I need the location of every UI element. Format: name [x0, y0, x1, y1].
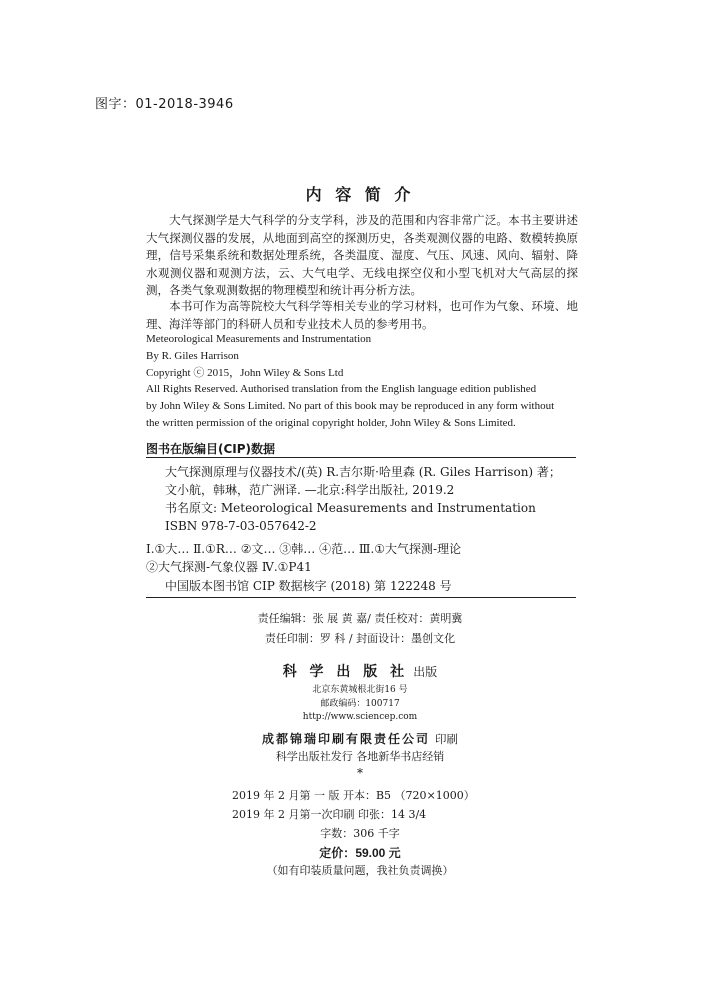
printer-suffix: 印刷 — [435, 732, 459, 746]
summary-title: 内 容 简 介 — [305, 185, 415, 204]
cip-top-rule — [146, 457, 576, 458]
printer-line — [0, 728, 720, 747]
publisher-address: 北京东黄城根北街16 号 — [312, 685, 408, 695]
rights-line-1: All Rights Reserved. Authorised translation from the English language edition published — [146, 383, 537, 396]
cip-class-line-1: Ⅰ.①大… Ⅱ.①R… ②文… ③韩… ④范… Ⅲ.①大气探测-理论 — [146, 542, 462, 556]
cip-title-line: 大气探测原理与仪器技术/(英) R.吉尔斯·哈里森 (R. Giles Harrison) 著； — [165, 465, 561, 479]
cip-isbn: ISBN 978-7-03-057642-2 — [165, 519, 317, 533]
printer-name: 成都锦瑞印刷有限责任公司 — [261, 732, 430, 746]
cip-class-line-2: ②大气探测-气象仪器 Ⅳ.①P41 — [146, 560, 312, 574]
cip-heading: 图书在版编目(CIP)数据 — [146, 442, 276, 456]
publisher-postcode: 邮政编码：100717 — [320, 698, 400, 709]
price-label: 定价： — [319, 846, 356, 860]
summary-paragraph-1 — [146, 212, 578, 300]
publisher-url: http://www.sciencep.com — [302, 712, 418, 722]
editor-credits: 责任编辑：张 展 黄 嘉/ 责任校对：黄明冀 — [257, 612, 463, 625]
price-line — [0, 844, 720, 861]
publisher-name: 科 学 出 版 社 — [282, 664, 409, 680]
printing-line: 2019 年 2 月第一次印刷 印张：14 3/4 — [232, 807, 427, 821]
original-title: Meteorological Measurements and Instrumentation — [146, 333, 372, 345]
rights-line-3: the written permission of the original copyright holder, John Wiley & Sons Limited. — [146, 416, 516, 429]
cip-number: 中国版本图书馆 CIP 数据核字 (2018) 第 122248 号 — [165, 579, 452, 593]
copyright-block — [146, 331, 578, 432]
word-count: 字数：306 千字 — [320, 827, 400, 840]
registration-number: 图字：01-2018-3946 — [95, 97, 234, 112]
cip-classification — [146, 540, 580, 576]
distribution-line: 科学出版社发行 各地新华书店经销 — [275, 750, 445, 763]
publisher-line — [0, 661, 720, 681]
cip-record — [165, 463, 580, 535]
summary-paragraph-2 — [146, 298, 578, 333]
original-author: By R. Giles Harrison — [146, 349, 239, 362]
price-value: 59.00 元 — [355, 846, 401, 860]
cip-bottom-rule — [146, 597, 576, 598]
edition-line: 2019 年 2 月第 一 版 开本：B5 （720×1000） — [232, 789, 475, 802]
summary-paragraph-1-text: 大气探测学是大气科学的分支学科，涉及的范围和内容非常广泛。本书主要讲述大气探测仪器的发展，从地面到高空的探测历史，各类观测仪器的电路、数模转换原理，信号采集系统和数据处理系统，各类温度、湿度、气压、风速、风向、辐射、降水观测仪器和观测方法，云、大气电学、无线电探空仪和小型飞机对大气高层的探测，各类气象观测数据的物理模型和统计再分析方法。 — [146, 213, 578, 297]
credits — [0, 609, 720, 649]
publisher-suffix: 出版 — [413, 665, 438, 679]
cip-translator-line: 文小航，韩琳，范广洲译. —北京:科学出版社, 2019.2 — [165, 483, 455, 497]
copyright-line: Copyright ⓒ 2015，John Wiley & Sons Ltd — [146, 366, 344, 379]
production-credits: 责任印制：罗 科 / 封面设计：墨创文化 — [264, 632, 456, 645]
separator-star: * — [357, 766, 363, 780]
quality-notice: （如有印装质量问题，我社负责调换） — [266, 864, 454, 877]
rights-line-2: by John Wiley & Sons Limited. No part of this book may be reproduced in any form without — [146, 400, 555, 413]
publisher-address-block — [0, 684, 720, 725]
summary-paragraph-2-text: 本书可作为高等院校大气科学等相关专业的学习材料，也可作为气象、环境、地理、海洋等部门的科研人员和专业技术人员的参考用书。 — [146, 299, 578, 331]
edition-info — [232, 787, 475, 824]
cip-original-title: 书名原文: Meteorological Measurements and Instrumentation — [165, 501, 536, 515]
